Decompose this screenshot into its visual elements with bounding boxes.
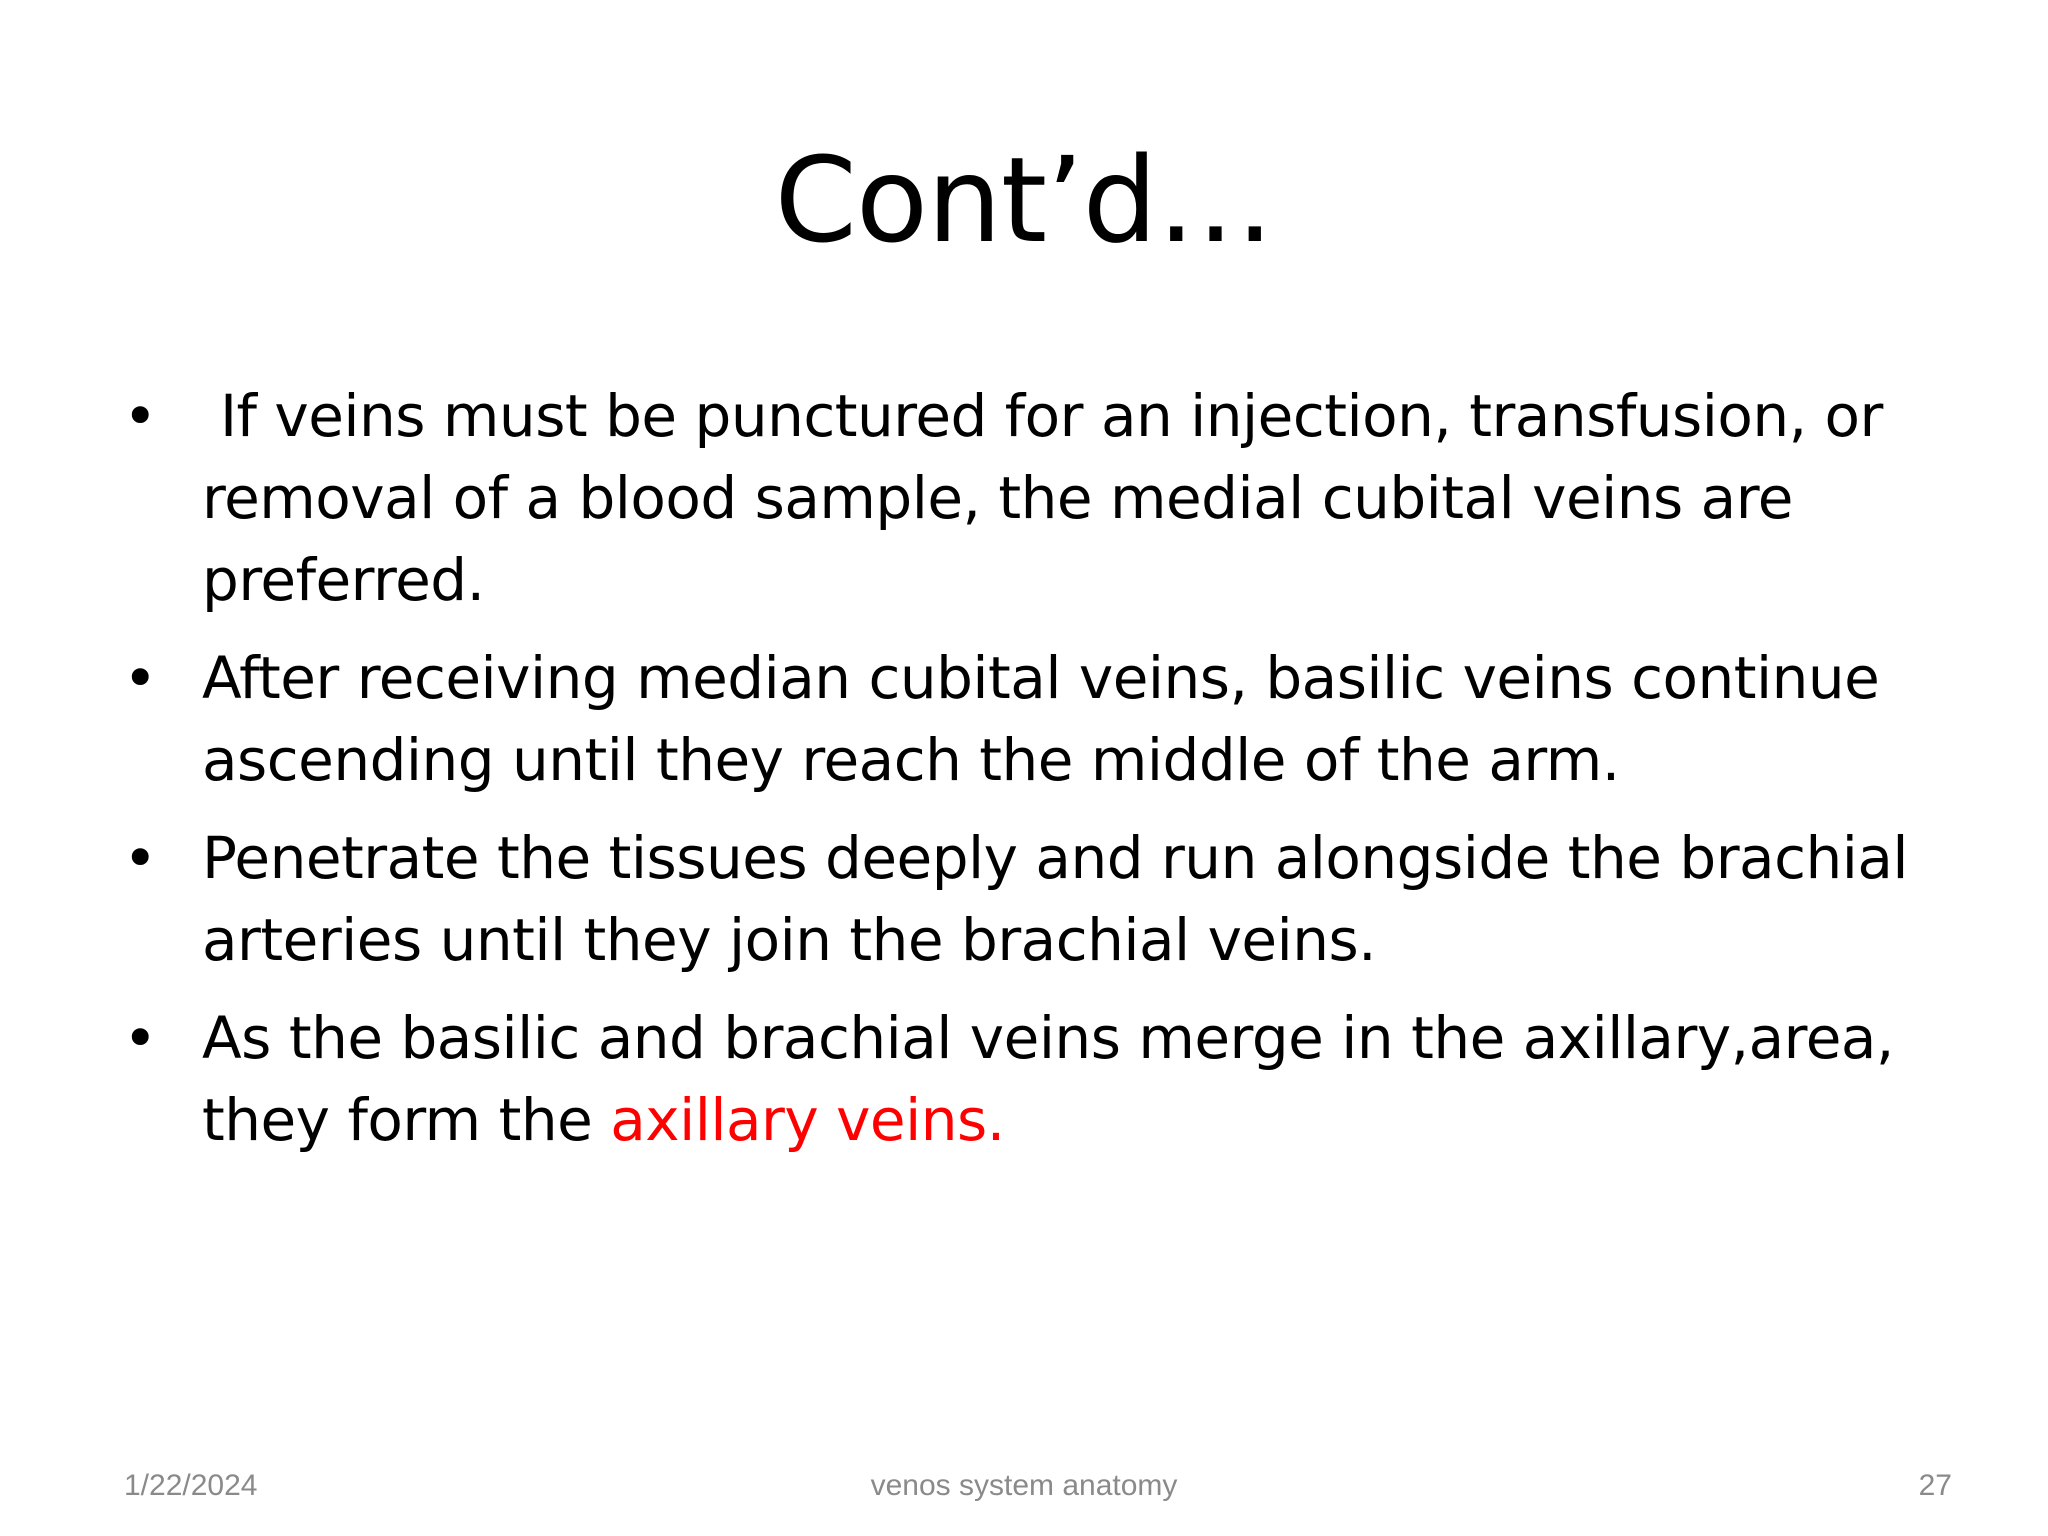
- footer-date: 1/22/2024: [124, 1469, 258, 1502]
- bullet-text: If veins must be punctured for an injection, transfusion, or removal of a blood sample, the medial cubital veins are preferred.: [202, 382, 1901, 614]
- bullet-icon: •: [123, 382, 157, 450]
- list-item: [120, 817, 1920, 981]
- footer-title: venos system anatomy: [870, 1469, 1178, 1502]
- slide-title: Cont’d…: [774, 131, 1274, 269]
- slide-number: 27: [1918, 1469, 1952, 1502]
- list-item: [120, 375, 1920, 621]
- highlighted-term: axillary veins.: [610, 1086, 1005, 1154]
- list-item: [120, 997, 1920, 1161]
- bullet-text: Penetrate the tissues deeply and run alongside the brachial arteries until they join the brachial veins.: [202, 824, 1908, 974]
- bullet-text: As the basilic and brachial veins merge in the axillary,area, they form the: [202, 1004, 1912, 1154]
- list-item: [120, 637, 1920, 801]
- bullet-icon: •: [123, 1004, 157, 1072]
- bullet-list: [120, 375, 1920, 1177]
- bullet-icon: •: [123, 644, 157, 712]
- bullet-text: After receiving median cubital veins, basilic veins continue ascending until they reach the middle of the arm.: [202, 644, 1880, 794]
- bullet-icon: •: [123, 824, 157, 892]
